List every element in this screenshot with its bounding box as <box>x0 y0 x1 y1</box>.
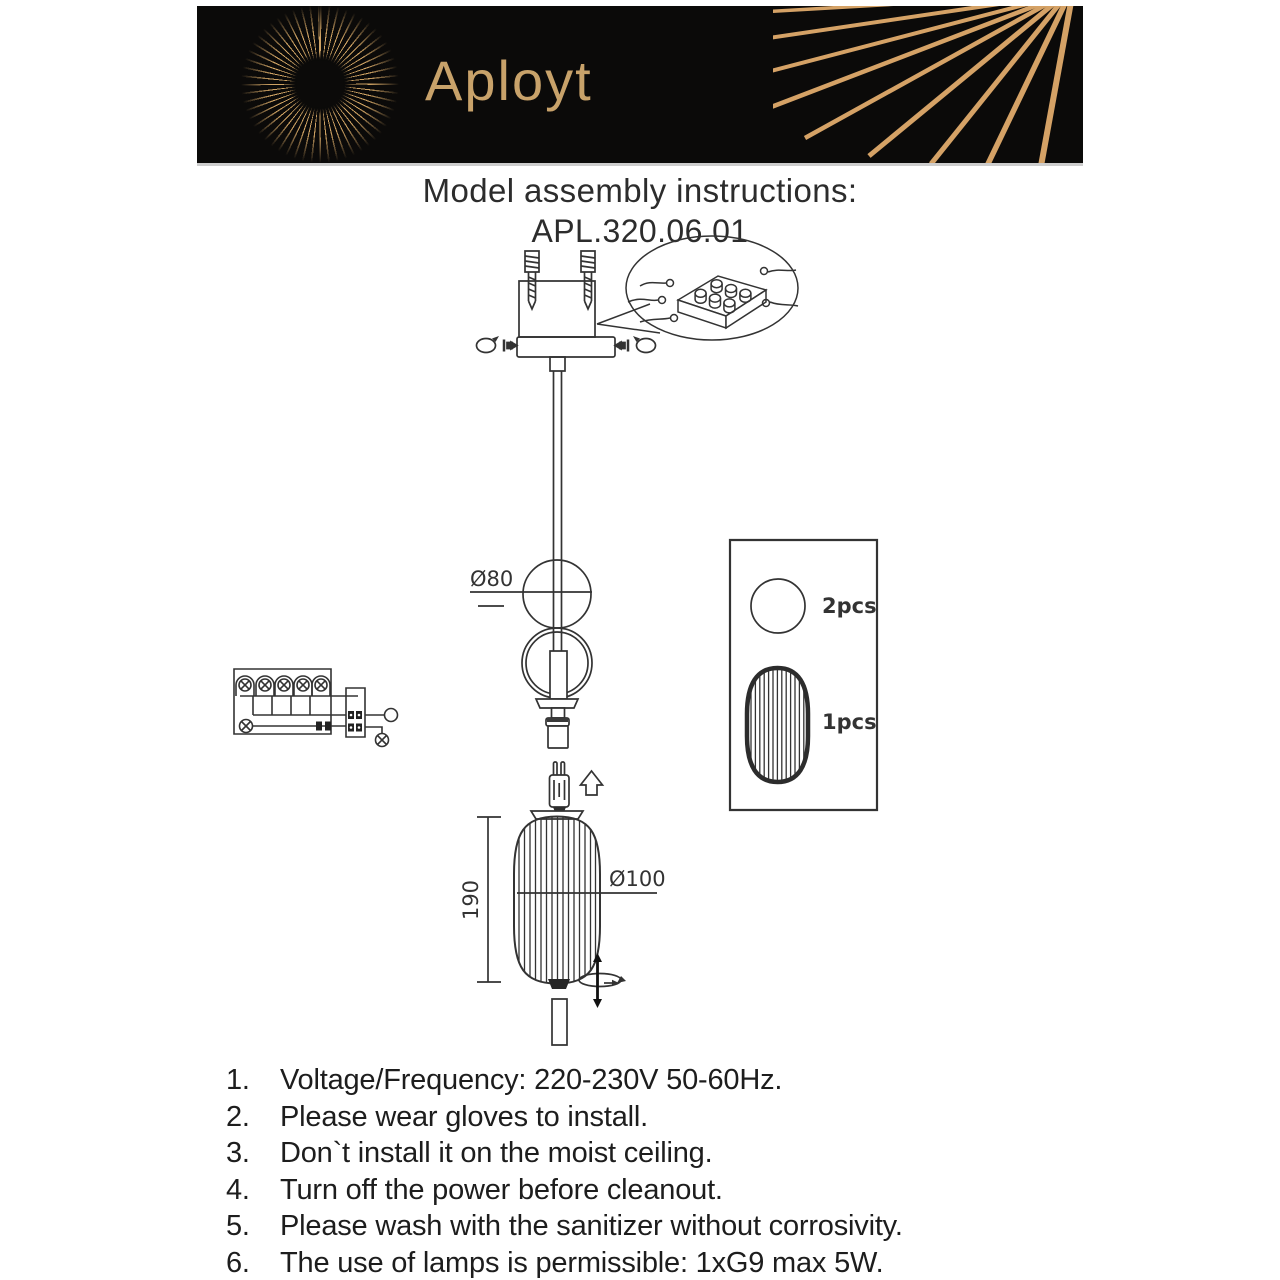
item-number: 4. <box>226 1173 250 1206</box>
part-ball-qty: 2pcs <box>822 594 877 618</box>
decor-sphere <box>523 560 591 628</box>
wiring-output-lamp <box>376 734 389 747</box>
part-ball <box>751 579 805 633</box>
item-number: 5. <box>226 1210 250 1242</box>
sphere-diameter-label: Ø80 <box>470 567 514 591</box>
instructions-list <box>226 1062 1126 1280</box>
ceiling-screw-left <box>525 251 539 309</box>
item-text: Please wash with the sanitizer without corrosivity. <box>280 1210 903 1242</box>
dimension-shade-height <box>459 817 501 982</box>
assembly-diagram <box>459 251 666 1045</box>
set-screw-right <box>615 340 628 352</box>
shade-diameter-label: Ø100 <box>609 867 666 891</box>
wiring-lamps-row <box>236 676 330 696</box>
wiring-diagram <box>234 669 398 747</box>
list-item <box>226 1135 1126 1172</box>
title-line1: Model assembly instructions: <box>422 172 858 209</box>
item-number: 2. <box>226 1100 250 1133</box>
list-item <box>226 1062 1126 1099</box>
insert-arrow-icon <box>581 771 603 795</box>
canopy-stem <box>550 357 565 371</box>
item-text: Please wear gloves to install. <box>280 1100 648 1133</box>
part-shade <box>747 664 808 786</box>
item-number: 3. <box>226 1137 250 1169</box>
rotation-arrow-left-icon <box>477 336 500 353</box>
list-item <box>226 1172 1126 1209</box>
item-text: Turn off the power before cleanout. <box>280 1173 723 1206</box>
terminal-callout <box>597 236 798 340</box>
shade-rotation-icon <box>579 953 626 1008</box>
list-item <box>226 1245 1126 1280</box>
suspension-rod <box>554 371 562 651</box>
item-number: 1. <box>226 1064 250 1096</box>
item-text: Voltage/Frequency: 220-230V 50-60Hz. <box>280 1064 783 1096</box>
wiring-output-circle <box>385 709 398 722</box>
item-text: The use of lamps is permissible: 1xG9 max 5W. <box>280 1246 884 1279</box>
list-item <box>226 1208 1126 1245</box>
shade-height-label: 190 <box>459 879 483 921</box>
parts-box <box>730 540 877 810</box>
bottom-tube <box>552 999 567 1045</box>
part-shade-qty: 1pcs <box>822 710 877 734</box>
g9-bulb-icon <box>550 762 570 814</box>
set-screw-left <box>504 340 517 352</box>
brand-name: Aployt <box>425 49 593 112</box>
list-item <box>226 1099 1126 1136</box>
item-number: 6. <box>226 1246 250 1279</box>
dimension-shade-diameter <box>517 867 666 893</box>
title-model-code: APL.320.06.01 <box>531 213 749 249</box>
rotation-arrow-right-icon <box>633 336 656 353</box>
glass-shade <box>514 810 600 990</box>
canopy-plate <box>517 337 615 357</box>
lamp-socket <box>536 651 578 748</box>
item-text: Don`t install it on the moist ceiling. <box>280 1137 713 1169</box>
ceiling-screw-right <box>581 251 595 309</box>
wiring-lamp-bottom <box>240 720 253 733</box>
